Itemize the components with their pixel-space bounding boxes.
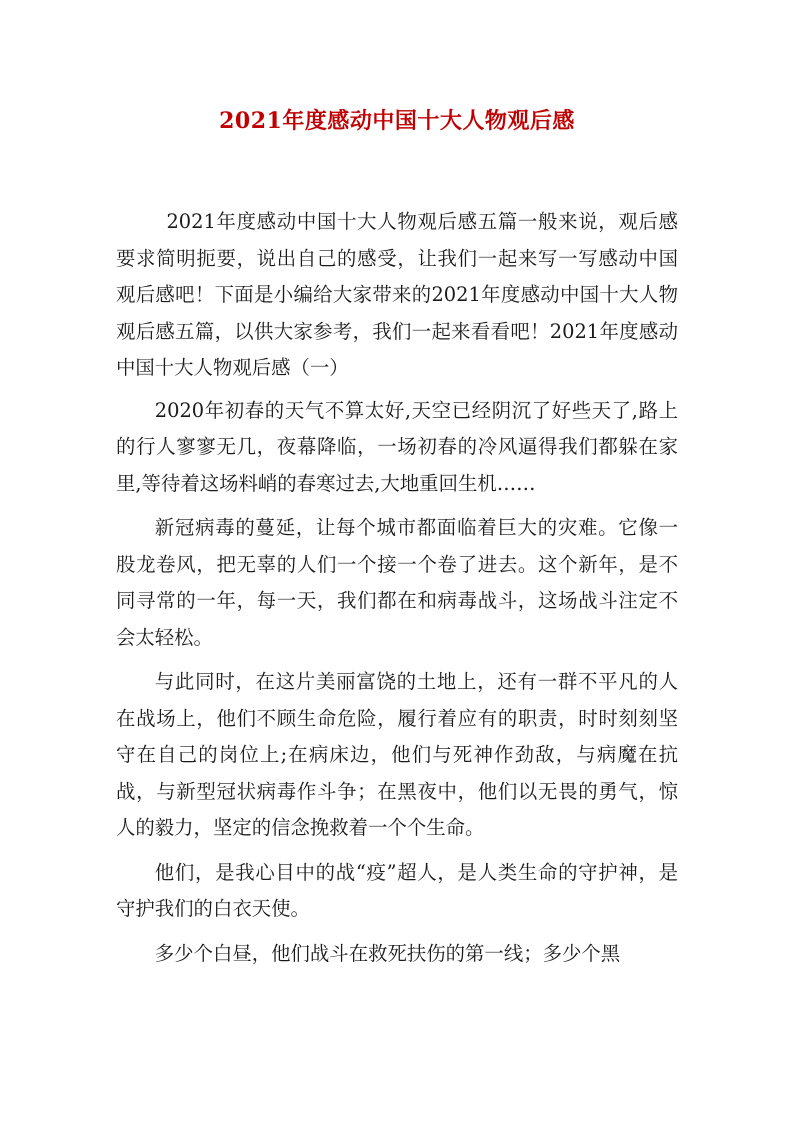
- paragraph-intro: 2021年度感动中国十大人物观后感五篇一般来说，观后感要求简明扼要，说出自己的感受，让我们一起来写一写感动中国观后感吧！下面是小编给大家带来的2021年度感动中国十大人物观后感五篇，以供大家参考，我们一起来看看吧！2021年度感动中国十大人物观后感（一）: [116, 210, 678, 379]
- document-body: [116, 204, 678, 980]
- document-title: 2021年度感动中国十大人物观后感: [219, 108, 575, 134]
- paragraph: 2020年初春的天气不算太好,天空已经阴沉了好些天了,路上的行人寥寥无几，夜幕降临，一场初春的冷风逼得我们都躲在家里,等待着这场料峭的春寒过去,大地重回生机……: [116, 398, 678, 495]
- paragraph: 与此同时，在这片美丽富饶的土地上，还有一群不平凡的人在战场上，他们不顾生命危险，履行着应有的职责，时时刻刻坚守在自己的岗位上;在病床边，他们与死神作劲敌，与病魔在抗战，与新型冠状病毒作斗争；在黑夜中，他们以无畏的勇气，惊人的毅力，坚定的信念挽救着一个个生命。: [116, 670, 678, 839]
- paragraph: 新冠病毒的蔓延，让每个城市都面临着巨大的灾难。它像一股龙卷风，把无辜的人们一个接一个卷了进去。这个新年，是不同寻常的一年，每一天，我们都在和病毒战斗，这场战斗注定不会太轻松。: [116, 516, 678, 649]
- paragraph: 多少个白昼，他们战斗在救死扶伤的第一线；多少个黑: [154, 941, 621, 965]
- paragraph: 他们，是我心目中的战“疫”超人，是人类生命的守护神，是守护我们的白衣天使。: [116, 860, 678, 920]
